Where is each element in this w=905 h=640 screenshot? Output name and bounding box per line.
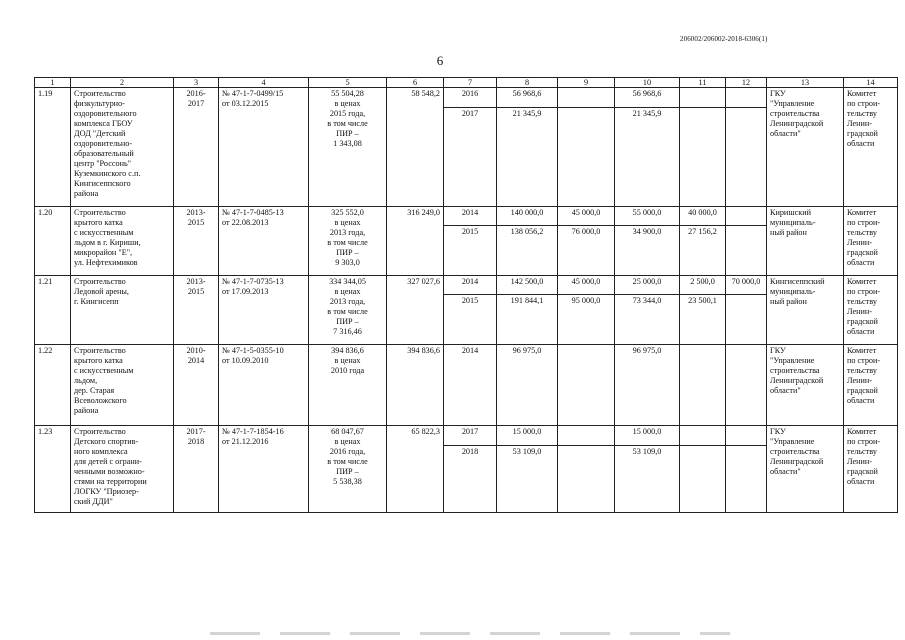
col11-cell [680, 108, 726, 207]
permit-cell: № 47-1-5-0355-10 от 10.09.2010 [219, 345, 309, 426]
col9-cell: 76 000,0 [558, 226, 615, 276]
row-number: 1.20 [35, 207, 71, 276]
header-cell: 6 [387, 78, 444, 88]
years-cell: 2013- 2015 [174, 207, 219, 276]
year-cell: 2016 [444, 88, 497, 108]
col11-cell: 23 500,1 [680, 295, 726, 345]
committee-cell: Комитет по строи- тельству Ленин- градской области [844, 345, 898, 426]
total-cell: 140 000,0 [497, 207, 558, 226]
committee-cell: Комитет по строи- тельству Ленин- градской области [844, 426, 898, 513]
object-name: Строительство Детского спортив- ного комплекса для детей с ограни- ченными возможно- стями на территории ЛОГКУ "Приозер- ский ДДИ" [71, 426, 174, 513]
col11-cell: 40 000,0 [680, 207, 726, 226]
col11-cell: 27 156,2 [680, 226, 726, 276]
col10-cell: 73 344,0 [615, 295, 680, 345]
year-cell: 2014 [444, 345, 497, 426]
year-cell: 2014 [444, 207, 497, 226]
col9-cell [558, 345, 615, 426]
col12-cell [726, 295, 767, 345]
header-cell: 13 [767, 78, 844, 88]
table-row [35, 88, 898, 108]
estimate-cell: 58 548,2 [387, 88, 444, 207]
committee-cell: Комитет по строи- тельству Ленин- градской области [844, 276, 898, 345]
customer-cell: ГКУ "Управление строительства Ленинградской области" [767, 426, 844, 513]
col10-cell: 34 900,0 [615, 226, 680, 276]
total-cell: 56 968,6 [497, 88, 558, 108]
table-row [35, 345, 898, 426]
col12-cell [726, 226, 767, 276]
table-row [35, 207, 898, 226]
permit-cell: № 47-1-7-1854-16 от 21.12.2016 [219, 426, 309, 513]
year-cell: 2017 [444, 108, 497, 207]
header-cell: 2 [71, 78, 174, 88]
permit-cell: № 47-1-7-0499/15 от 03.12.2015 [219, 88, 309, 207]
header-cell: 5 [309, 78, 387, 88]
customer-cell: ГКУ "Управление строительства Ленинградской области" [767, 88, 844, 207]
total-cell: 138 056,2 [497, 226, 558, 276]
col9-cell: 95 000,0 [558, 295, 615, 345]
object-name: Строительство крытого катка с искусственным льдом, дер. Старая Всеволожского района [71, 345, 174, 426]
year-cell: 2015 [444, 226, 497, 276]
col10-cell: 55 000,0 [615, 207, 680, 226]
customer-cell: Киришский муниципаль- ный район [767, 207, 844, 276]
permit-cell: № 47-1-7-0485-13 от 22.08.2013 [219, 207, 309, 276]
header-cell: 3 [174, 78, 219, 88]
row-number: 1.23 [35, 426, 71, 513]
estimate-cell: 316 249,0 [387, 207, 444, 276]
header-row [35, 78, 898, 88]
table-row [35, 276, 898, 295]
col11-cell: 2 500,0 [680, 276, 726, 295]
years-cell: 2010- 2014 [174, 345, 219, 426]
col12-cell [726, 345, 767, 426]
header-cell: 1 [35, 78, 71, 88]
header-cell: 10 [615, 78, 680, 88]
objects-table [34, 77, 898, 513]
customer-cell: Кингисеппский муниципаль- ный район [767, 276, 844, 345]
col10-cell: 21 345,9 [615, 108, 680, 207]
customer-cell: ГКУ "Управление строительства Ленинградской области" [767, 345, 844, 426]
cost-cell: 55 504,28 в ценах 2015 года, в том числе ПИР – 1 343,08 [309, 88, 387, 207]
col12-cell: 70 000,0 [726, 276, 767, 295]
row-number: 1.19 [35, 88, 71, 207]
col10-cell: 15 000,0 [615, 426, 680, 446]
col11-cell [680, 426, 726, 446]
committee-cell: Комитет по строи- тельству Ленин- градской области [844, 88, 898, 207]
col10-cell: 25 000,0 [615, 276, 680, 295]
permit-cell: № 47-1-7-0735-13 от 17.09.2013 [219, 276, 309, 345]
committee-cell: Комитет по строи- тельству Ленин- градской области [844, 207, 898, 276]
year-cell: 2014 [444, 276, 497, 295]
object-name: Строительство крытого катка с искусственным льдом в г. Кириши, микрорайон "Е", ул. Нефтехимиков [71, 207, 174, 276]
years-cell: 2016- 2017 [174, 88, 219, 207]
col9-cell [558, 88, 615, 108]
total-cell: 96 975,0 [497, 345, 558, 426]
header-cell: 4 [219, 78, 309, 88]
document-id: 206002/206002-2018-6306(1) [680, 35, 768, 43]
col10-cell: 53 109,0 [615, 446, 680, 513]
cost-cell: 68 047,67 в ценах 2016 года, в том числе ПИР – 5 538,38 [309, 426, 387, 513]
col9-cell [558, 108, 615, 207]
col10-cell: 96 975,0 [615, 345, 680, 426]
col9-cell: 45 000,0 [558, 276, 615, 295]
total-cell: 142 500,0 [497, 276, 558, 295]
year-cell: 2018 [444, 446, 497, 513]
cost-cell: 325 552,0 в ценах 2013 года, в том числе ПИР – 9 303,0 [309, 207, 387, 276]
total-cell: 15 000,0 [497, 426, 558, 446]
estimate-cell: 65 822,3 [387, 426, 444, 513]
total-cell: 191 844,1 [497, 295, 558, 345]
row-number: 1.21 [35, 276, 71, 345]
years-cell: 2017- 2018 [174, 426, 219, 513]
scan-artifact [210, 632, 730, 635]
table-row [35, 426, 898, 446]
header-cell: 7 [444, 78, 497, 88]
cost-cell: 394 836,6 в ценах 2010 года [309, 345, 387, 426]
col11-cell [680, 88, 726, 108]
col10-cell: 56 968,6 [615, 88, 680, 108]
col12-cell [726, 426, 767, 446]
year-cell: 2017 [444, 426, 497, 446]
page-number: 6 [436, 53, 444, 68]
header-cell: 9 [558, 78, 615, 88]
col11-cell [680, 446, 726, 513]
total-cell: 53 109,0 [497, 446, 558, 513]
row-number: 1.22 [35, 345, 71, 426]
years-cell: 2013- 2015 [174, 276, 219, 345]
col12-cell [726, 108, 767, 207]
object-name: Строительство физкультурно- оздоровительного комплекса ГБОУ ДОД "Детский оздоровительно- образовательный центр "Россонь" Куземкинского с.п. Кингисеппского района [71, 88, 174, 207]
col9-cell: 45 000,0 [558, 207, 615, 226]
header-cell: 8 [497, 78, 558, 88]
col11-cell [680, 345, 726, 426]
cost-cell: 334 344,05 в ценах 2013 года, в том числе ПИР – 7 316,46 [309, 276, 387, 345]
header-cell: 11 [680, 78, 726, 88]
year-cell: 2015 [444, 295, 497, 345]
col12-cell [726, 207, 767, 226]
col12-cell [726, 446, 767, 513]
col9-cell [558, 426, 615, 446]
header-cell: 14 [844, 78, 898, 88]
total-cell: 21 345,9 [497, 108, 558, 207]
col9-cell [558, 446, 615, 513]
col12-cell [726, 88, 767, 108]
estimate-cell: 327 027,6 [387, 276, 444, 345]
object-name: Строительство Ледовой арены, г. Кингисепп [71, 276, 174, 345]
header-cell: 12 [726, 78, 767, 88]
estimate-cell: 394 836,6 [387, 345, 444, 426]
